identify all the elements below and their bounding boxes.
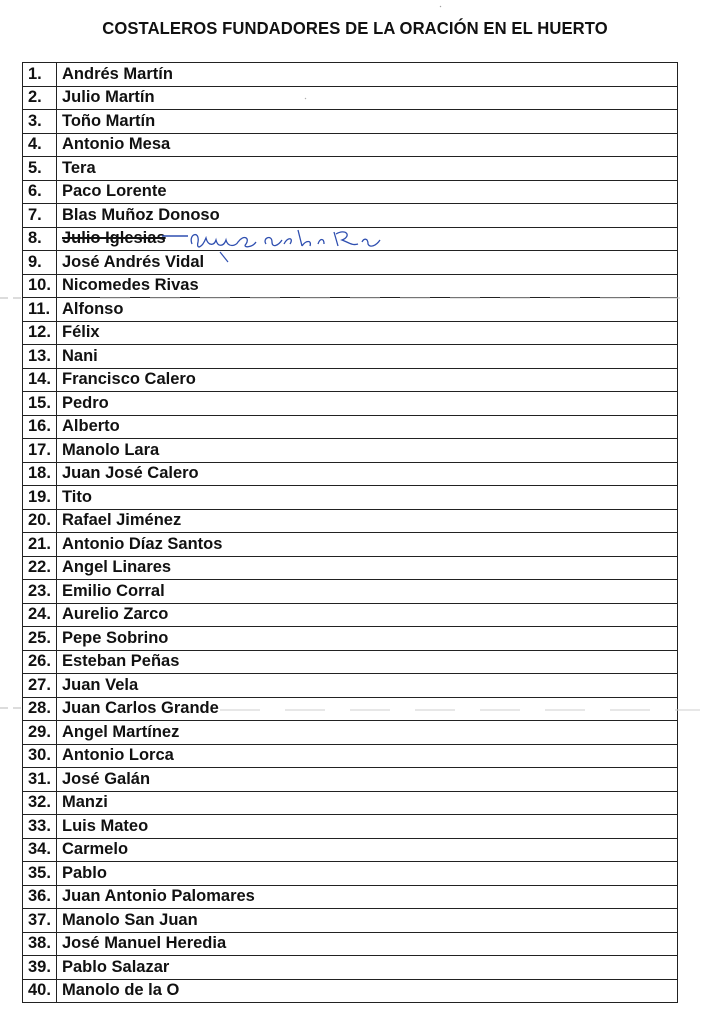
row-number: 34.: [23, 838, 57, 862]
row-number: 5.: [23, 157, 57, 181]
table-row: [23, 368, 678, 392]
founders-table-body: [23, 63, 678, 1003]
table-row: [23, 345, 678, 369]
table-row: [23, 462, 678, 486]
member-name: Andrés Martín: [57, 63, 678, 87]
table-row: [23, 227, 678, 251]
member-name: José Galán: [57, 768, 678, 792]
member-name: Angel Martínez: [57, 721, 678, 745]
row-number: 31.: [23, 768, 57, 792]
table-row: [23, 392, 678, 416]
founders-table: [22, 62, 678, 1003]
row-number: 13.: [23, 345, 57, 369]
row-number: 40.: [23, 979, 57, 1003]
table-row: [23, 603, 678, 627]
table-row: [23, 768, 678, 792]
table-row: [23, 791, 678, 815]
table-row: [23, 979, 678, 1003]
table-row: [23, 298, 678, 322]
row-number: 6.: [23, 180, 57, 204]
member-name: Pedro: [57, 392, 678, 416]
row-number: 36.: [23, 885, 57, 909]
row-number: 23.: [23, 580, 57, 604]
table-row: [23, 274, 678, 298]
table-row: [23, 556, 678, 580]
member-name: Manolo Lara: [57, 439, 678, 463]
member-name: Manzi: [57, 791, 678, 815]
member-name: Alfonso: [57, 298, 678, 322]
row-number: 9.: [23, 251, 57, 275]
member-name: Juan José Calero: [57, 462, 678, 486]
member-name: Pablo Salazar: [57, 956, 678, 980]
member-name: Tito: [57, 486, 678, 510]
table-row: [23, 251, 678, 275]
member-name: Julio Martín: [57, 86, 678, 110]
table-row: [23, 885, 678, 909]
row-number: 14.: [23, 368, 57, 392]
row-number: 15.: [23, 392, 57, 416]
row-number: 8.: [23, 227, 57, 251]
row-number: 30.: [23, 744, 57, 768]
member-name: Juan Antonio Palomares: [57, 885, 678, 909]
member-name: Juan Carlos Grande: [57, 697, 678, 721]
member-name: José Manuel Heredia: [57, 932, 678, 956]
table-row: [23, 956, 678, 980]
table-row: [23, 627, 678, 651]
row-number: 27.: [23, 674, 57, 698]
table-row: [23, 909, 678, 933]
row-number: 19.: [23, 486, 57, 510]
row-number: 22.: [23, 556, 57, 580]
row-number: 20.: [23, 509, 57, 533]
row-number: 10.: [23, 274, 57, 298]
row-number: 29.: [23, 721, 57, 745]
table-row: [23, 180, 678, 204]
table-row: [23, 932, 678, 956]
table-row: [23, 533, 678, 557]
member-name: Pepe Sobrino: [57, 627, 678, 651]
table-row: [23, 862, 678, 886]
table-row: [23, 157, 678, 181]
row-number: 4.: [23, 133, 57, 157]
member-name: Nani: [57, 345, 678, 369]
row-number: 7.: [23, 204, 57, 228]
row-number: 18.: [23, 462, 57, 486]
table-row: [23, 321, 678, 345]
document-title: COSTALEROS FUNDADORES DE LA ORACIÓN EN EL HUERTO: [102, 18, 608, 38]
member-name: Antonio Díaz Santos: [57, 533, 678, 557]
table-row: [23, 439, 678, 463]
member-name: José Andrés Vidal: [57, 251, 678, 275]
member-name: Antonio Mesa: [57, 133, 678, 157]
member-name: Aurelio Zarco: [57, 603, 678, 627]
row-number: 16.: [23, 415, 57, 439]
row-number: 28.: [23, 697, 57, 721]
table-row: [23, 509, 678, 533]
row-number: 33.: [23, 815, 57, 839]
member-name: Paco Lorente: [57, 180, 678, 204]
table-row: [23, 110, 678, 134]
row-number: 11.: [23, 298, 57, 322]
table-row: [23, 580, 678, 604]
member-name: Carmelo: [57, 838, 678, 862]
member-name: Luis Mateo: [57, 815, 678, 839]
member-name: Nicomedes Rivas: [57, 274, 678, 298]
row-number: 25.: [23, 627, 57, 651]
member-name: Antonio Lorca: [57, 744, 678, 768]
table-row: [23, 486, 678, 510]
member-name: Emilio Corral: [57, 580, 678, 604]
table-row: [23, 838, 678, 862]
row-number: 26.: [23, 650, 57, 674]
table-row: [23, 721, 678, 745]
member-name: Rafael Jiménez: [57, 509, 678, 533]
row-number: 2.: [23, 86, 57, 110]
row-number: 37.: [23, 909, 57, 933]
table-row: [23, 674, 678, 698]
member-name: Manolo de la O: [57, 979, 678, 1003]
row-number: 17.: [23, 439, 57, 463]
table-row: [23, 815, 678, 839]
member-name: Angel Linares: [57, 556, 678, 580]
table-row: [23, 415, 678, 439]
member-name: Francisco Calero: [57, 368, 678, 392]
member-name: Esteban Peñas: [57, 650, 678, 674]
table-row: [23, 697, 678, 721]
member-name: Toño Martín: [57, 110, 678, 134]
member-name: Pablo: [57, 862, 678, 886]
row-number: 12.: [23, 321, 57, 345]
member-name: Félix: [57, 321, 678, 345]
member-name: Blas Muñoz Donoso: [57, 204, 678, 228]
member-name: Alberto: [57, 415, 678, 439]
table-row: [23, 86, 678, 110]
member-name: Juan Vela: [57, 674, 678, 698]
table-row: [23, 63, 678, 87]
table-row: [23, 133, 678, 157]
member-name: Julio Iglesias: [57, 227, 678, 251]
table-row: [23, 650, 678, 674]
row-number: 1.: [23, 63, 57, 87]
row-number: 35.: [23, 862, 57, 886]
row-number: 32.: [23, 791, 57, 815]
row-number: 21.: [23, 533, 57, 557]
row-number: 38.: [23, 932, 57, 956]
row-number: 3.: [23, 110, 57, 134]
table-row: [23, 744, 678, 768]
table-row: [23, 204, 678, 228]
member-name: Manolo San Juan: [57, 909, 678, 933]
row-number: 39.: [23, 956, 57, 980]
member-name: Tera: [57, 157, 678, 181]
row-number: 24.: [23, 603, 57, 627]
